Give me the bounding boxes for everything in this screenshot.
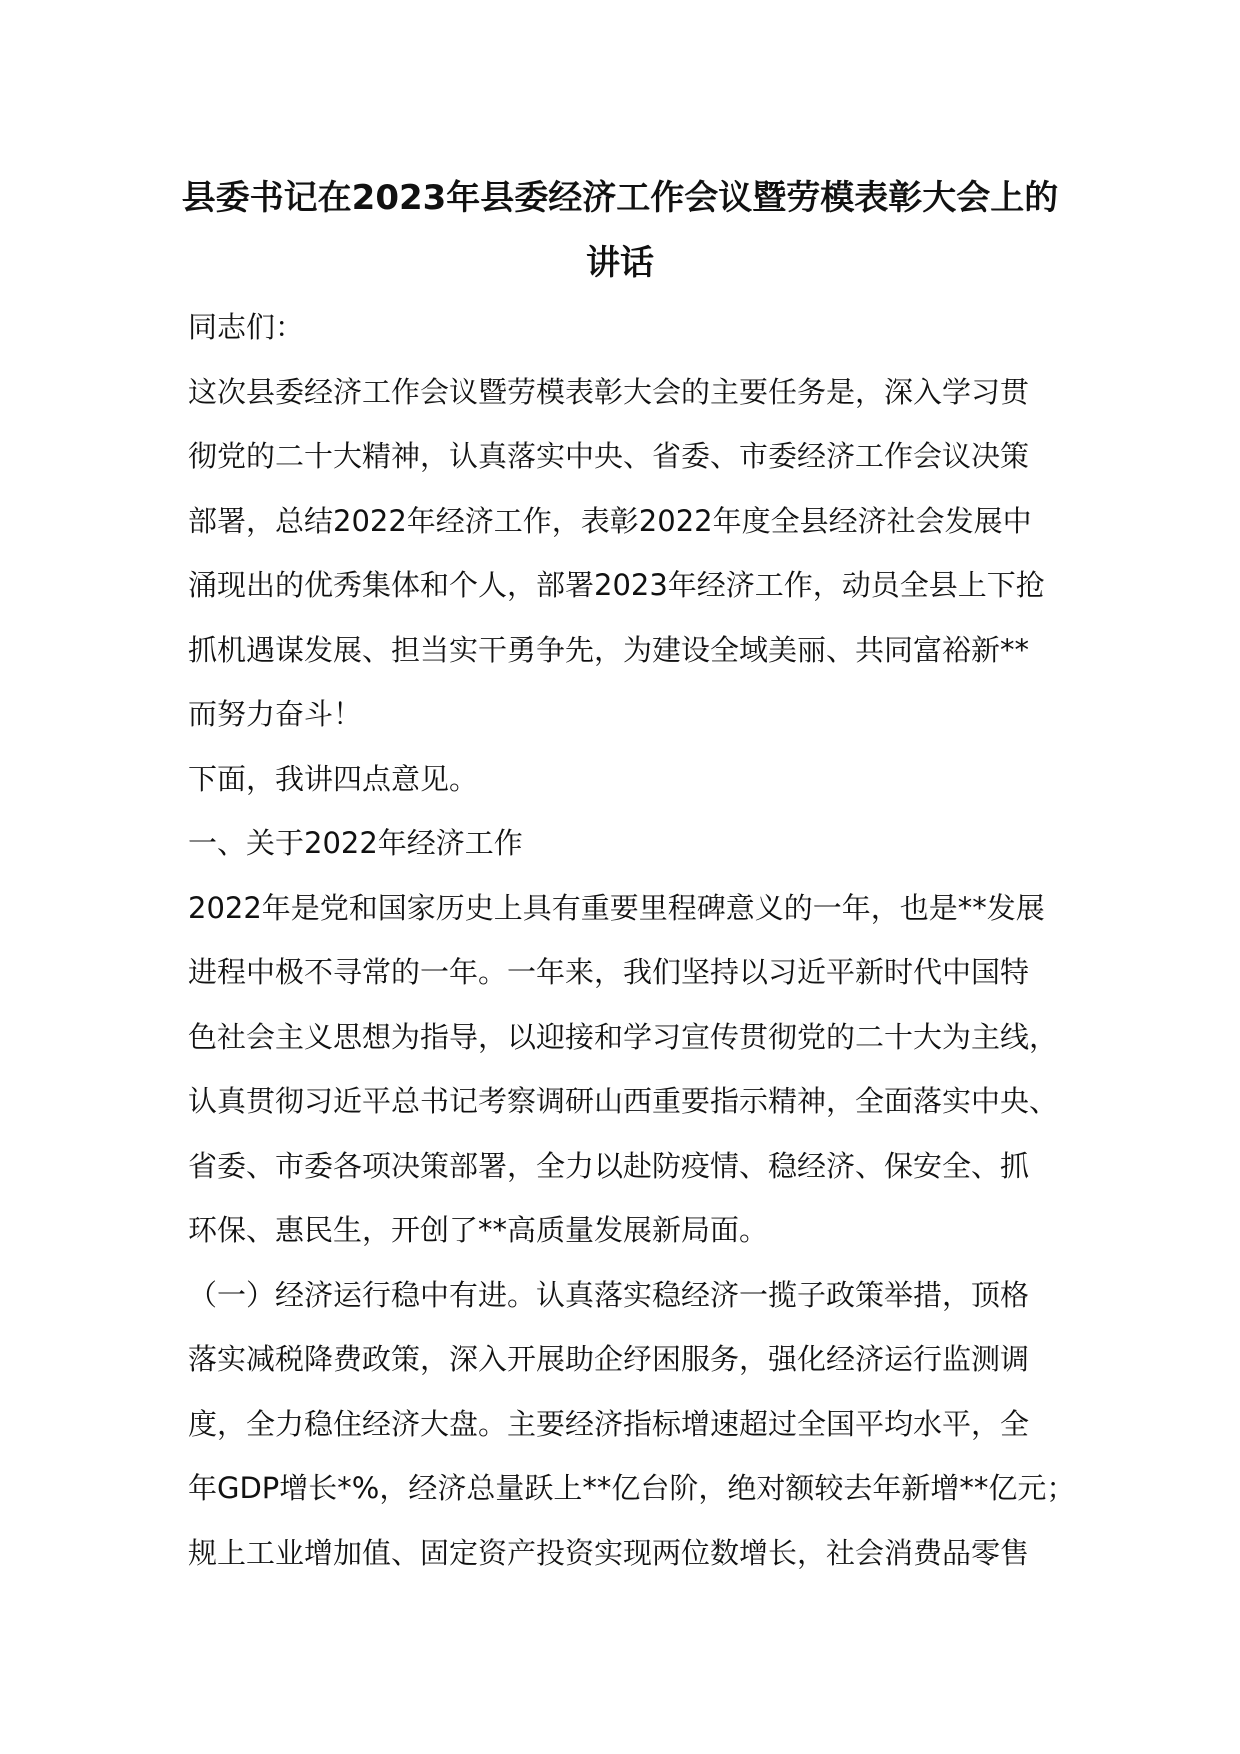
paragraph-line: 色社会主义思想为指导，以迎接和学习宣传贯彻党的二十大为主线， bbox=[188, 1020, 1059, 1054]
document-title-line-1: 县委书记在2023年县委经济工作会议暨劳模表彰大会上的 bbox=[181, 178, 1059, 218]
paragraph-line: 下面，我讲四点意见。 bbox=[188, 762, 479, 796]
paragraph-line: 省委、市委各项决策部署，全力以赴防疫情、稳经济、保安全、抓 bbox=[188, 1149, 1030, 1183]
paragraph-line: 规上工业增加值、固定资产投资实现两位数增长，社会消费品零售 bbox=[188, 1536, 1030, 1570]
paragraph-line: 涌现出的优秀集体和个人，部署2023年经济工作，动员全县上下抢 bbox=[188, 568, 1045, 602]
paragraph-line: 而努力奋斗！ bbox=[188, 697, 363, 731]
paragraph-line: （一）经济运行稳中有进。认真落实稳经济一揽子政策举措，顶格 bbox=[188, 1278, 1030, 1312]
paragraph-line: 2022年是党和国家历史上具有重要里程碑意义的一年，也是**发展 bbox=[188, 891, 1045, 925]
paragraph-line: 彻党的二十大精神，认真落实中央、省委、市委经济工作会议决策 bbox=[188, 439, 1030, 473]
paragraph-line: 这次县委经济工作会议暨劳模表彰大会的主要任务是，深入学习贯 bbox=[188, 375, 1030, 409]
paragraph-line: 年GDP增长*%，经济总量跃上**亿台阶，绝对额较去年新增**亿元； bbox=[188, 1471, 1076, 1505]
paragraph-line: 抓机遇谋发展、担当实干勇争先，为建设全域美丽、共同富裕新** bbox=[188, 633, 1030, 667]
paragraph-line: 部署，总结2022年经济工作，表彰2022年度全县经济社会发展中 bbox=[188, 504, 1032, 538]
paragraph-line: 落实减税降费政策，深入开展助企纾困服务，强化经济运行监测调 bbox=[188, 1342, 1030, 1376]
paragraph-line: 度，全力稳住经济大盘。主要经济指标增速超过全国平均水平，全 bbox=[188, 1407, 1030, 1441]
salutation: 同志们： bbox=[188, 310, 305, 344]
paragraph-line: 进程中极不寻常的一年。一年来，我们坚持以习近平新时代中国特 bbox=[188, 955, 1030, 989]
paragraph-line: 认真贯彻习近平总书记考察调研山西重要指示精神，全面落实中央、 bbox=[188, 1084, 1059, 1118]
document-title-line-2: 讲话 bbox=[586, 243, 654, 283]
paragraph-line: 环保、惠民生，开创了**高质量发展新局面。 bbox=[188, 1213, 769, 1247]
section-heading: 一、关于2022年经济工作 bbox=[188, 826, 523, 860]
